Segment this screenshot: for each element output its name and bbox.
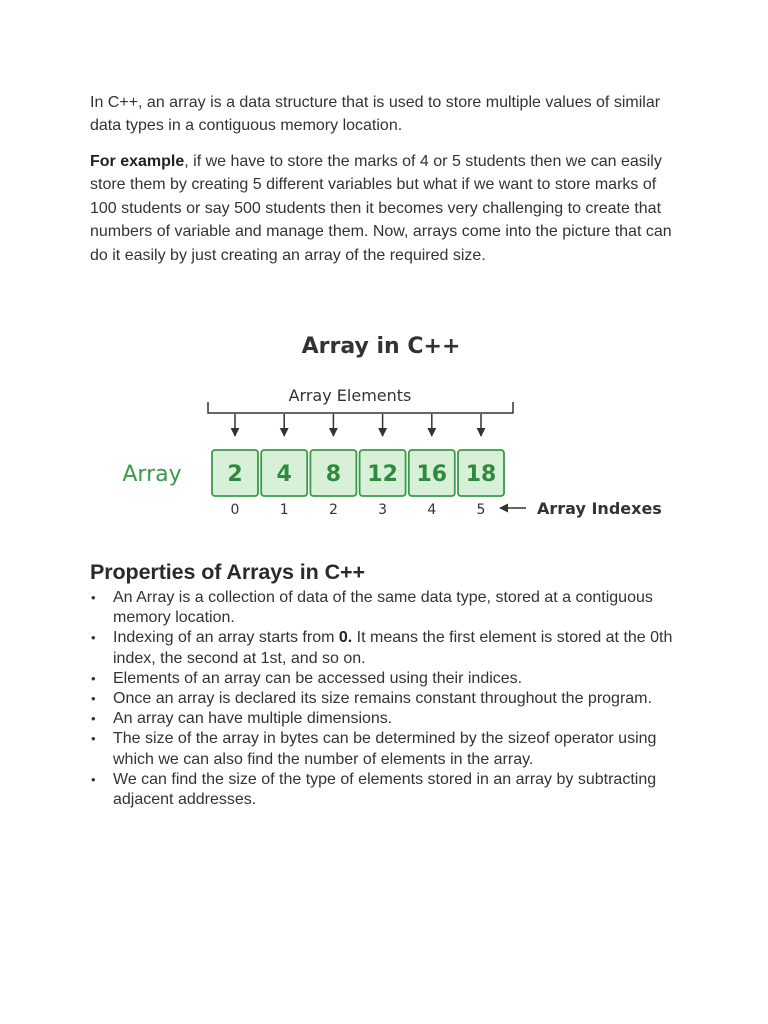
array-cell-value: 4 [276,462,292,487]
array-cell-value: 12 [367,462,398,487]
array-elements-label: Array Elements [288,386,412,405]
intro-paragraph-2-body: , if we have to store the marks of 4 or 5 students then we can easily store them by creating 5 different variables but what if we want to store marks of 100 students or say 500 students then it becomes very challenging to create that numbers of variable and manage them. Now, arrays come into the picture that can do it easily by just creating an array of the required size. [90,153,672,264]
bullet-icon: • [91,711,96,727]
property-item [90,588,680,628]
array-cells [212,450,504,496]
array-index: 2 [328,502,338,518]
property-item [90,689,680,709]
array-cell-value: 8 [325,462,342,487]
array-label: Array [122,462,182,487]
property-text: It means the first element is stored at the 0th index, the second at 1st, and so on. [113,629,673,667]
property-bold-text: 0. [338,629,353,647]
array-index: 1 [279,502,289,518]
intro-paragraph-1: In C++, an array is a data structure that is used to store multiple values of similar data types in a contiguous memory location. [90,94,661,135]
array-indexes [231,502,486,518]
diagram-title: Array in C++ [301,334,461,359]
array-index: 3 [378,502,388,518]
property-text: An array can have multiple dimensions. [113,710,393,728]
property-item [90,729,680,769]
array-index: 4 [427,502,437,518]
bullet-icon: • [91,691,96,707]
properties-list [90,588,680,810]
bullet-icon: • [91,590,96,605]
for-example-bold: For example [90,153,185,170]
property-text: Indexing of an array starts from [113,629,339,647]
property-item [90,770,680,810]
array-index: 0 [230,502,240,518]
array-index: 5 [476,502,486,518]
property-text: Elements of an array can be accessed using their indices. [113,669,523,687]
bullet-icon: • [91,630,96,646]
bullet-icon: • [91,670,96,686]
properties-heading: Properties of Arrays in C++ [90,560,365,584]
bullet-icon: • [91,771,96,787]
array-cell-value: 16 [416,462,448,487]
property-text: An Array is a collection of data of the same data type, stored at a contiguous memory location. [113,589,653,627]
property-item [90,709,680,729]
bullet-icon: • [91,731,96,747]
array-cell-value: 2 [227,462,243,487]
element-arrows [235,414,481,436]
property-text: We can find the size of the type of elements stored in an array by subtracting adjacent addresses. [113,770,657,809]
intro-paragraph-2 [90,150,680,267]
array-indexes-label: Array Indexes [537,499,662,518]
property-text: The size of the array in bytes can be determined by the sizeof operator using which we can also find the number of elements in the array. [113,730,657,768]
array-diagram [0,320,768,540]
property-item [90,669,680,689]
array-cell-value: 18 [465,462,497,487]
property-text: Once an array is declared its size remains constant throughout the program. [113,690,652,708]
property-item [90,628,680,668]
